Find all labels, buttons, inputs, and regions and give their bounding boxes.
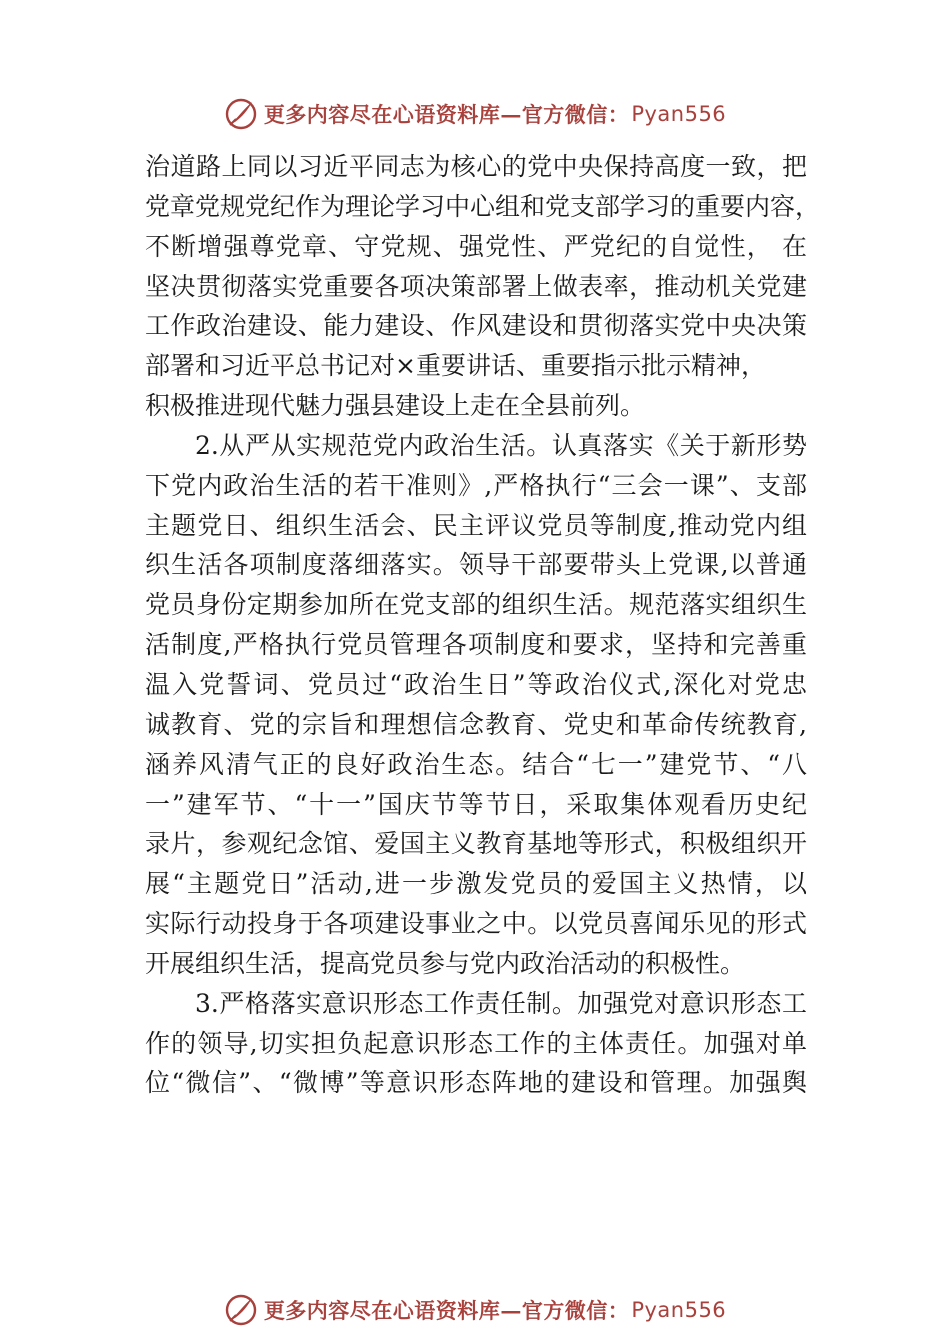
body-line: 涵养风清气正的良好政治生态。结合“七一”建党节、“八 [145,749,807,779]
footer-handle: Pyan556 [631,1298,727,1322]
body-line: 诚教育、党的宗旨和理想信念教育、党史和革命传统教育, [145,709,807,739]
body-line: 实际行动投身于各项建设事业之中。以党员喜闻乐见的形式 [145,909,807,939]
body-line: 开展组织生活，提高党员参与党内政治活动的积极性。 [145,948,746,978]
body-line: 温入党誓词、党员过“政治生日”等政治仪式,深化对党忠 [145,669,807,699]
header-banner [0,94,950,134]
body-line: 不断增强尊党章、守党规、强党性、严党纪的自觉性， 在 [145,231,807,261]
footer-banner [0,1290,950,1330]
header-brand: 更多内容尽在心语资料库 [263,102,501,127]
footer-dash: — [500,1297,522,1323]
quill-logo-icon [224,1293,258,1327]
body-line: 党员身份定期参加所在党支部的组织生活。规范落实组织生 [145,590,807,620]
paragraph-3-start: 3.严格落实意识形态工作责任制。加强党对意识形态工 [195,988,807,1018]
body-line: 党章党规党纪作为理论学习中心组和党支部学习的重要内容， [145,191,821,221]
header-handle: Pyan556 [631,102,727,126]
body-line: 活制度,严格执行党员管理各项制度和要求，坚持和完善重 [145,630,807,660]
quill-logo-icon [224,97,258,131]
body-line: 坚决贯彻落实党重要各项决策部署上做表率，推动机关党建 [145,271,807,301]
body-line: 部署和习近平总书记对×重要讲话、重要指示批示精神， [145,351,766,381]
body-line: 展“主题党日”活动,进一步激发党员的爱国主义热情，以 [145,869,807,899]
body-line: 积极推进现代魅力强县建设上走在全县前列。 [145,391,646,421]
body-line: 织生活各项制度落细落实。领导干部要带头上党课,以普通 [145,550,807,580]
body-line: 下党内政治生活的若干准则》,严格执行“三会一课”、支部 [145,470,807,500]
body-line: 工作政治建设、能力建设、作风建设和贯彻落实党中央决策 [145,311,807,341]
body-line: 作的领导,切实担负起意识形态工作的主体责任。加强对单 [145,1028,807,1058]
body-line: 治道路上同以习近平同志为核心的党中央保持高度一致，把 [145,152,807,181]
body-line: 录片，参观纪念馆、爱国主义教育基地等形式，积极组织开 [145,829,807,859]
paragraph-2-start: 2.从严从实规范党内政治生活。认真落实《关于新形势 [195,430,807,460]
footer-brand: 更多内容尽在心语资料库 [263,1298,501,1323]
body-line: 一”建军节、“十一”国庆节等节日，采取集体观看历史纪 [145,789,807,819]
header-label: 官方微信： [521,102,630,127]
document-body [145,147,821,1103]
header-dash: — [500,101,522,127]
body-line: 位“微信”、“微博”等意识形态阵地的建设和管理。加强舆 [145,1068,807,1098]
footer-label: 官方微信： [521,1298,630,1323]
body-line: 主题党日、组织生活会、民主评议党员等制度,推动党内组 [145,510,807,540]
